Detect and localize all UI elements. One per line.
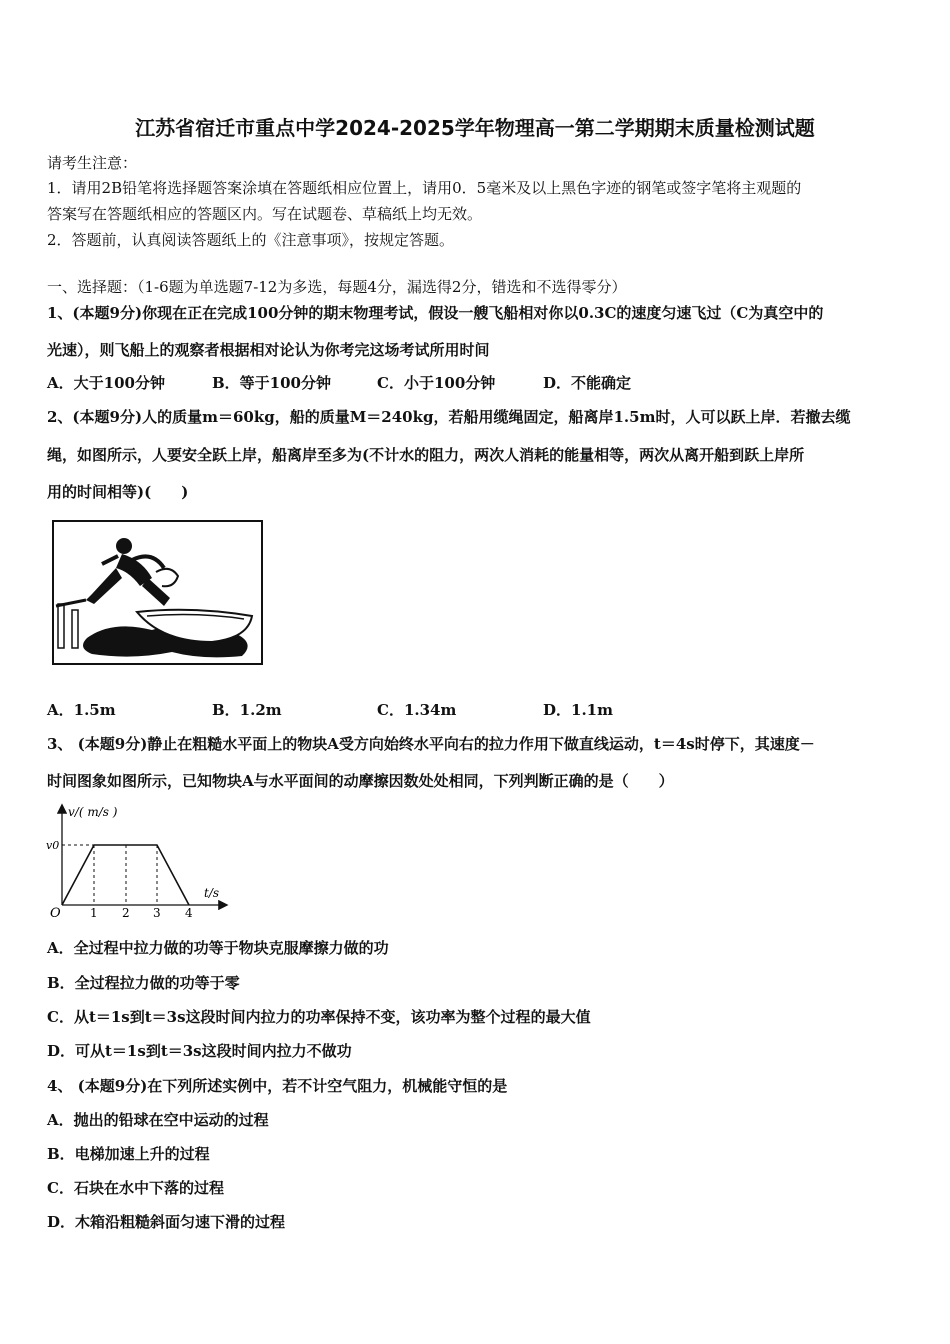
q2-line-3: 用的时间相等)( ) [47,483,189,501]
notice-line-2: 答案写在答题纸相应的答题区内。写在试题卷、草稿纸上均无效。 [47,205,483,223]
q3-option-a: A．全过程中拉力做的功等于物块克服摩擦力做的功 [47,939,389,957]
q3-line-1: 3、 (本题9分)静止在粗糙水平面上的物块A受方向始终水平向右的拉力作用下做直线运动，t＝4s时停下，其速度－ [47,735,815,753]
t-axis-label: t/s [204,886,220,900]
q1-line-2: 光速），则飞船上的观察者根据相对论认为你考完这场考试所用时间 [47,341,490,359]
tick-label: 3 [153,906,161,920]
q4-option-b: B．电梯加速上升的过程 [47,1145,210,1163]
v0-label: v0 [46,839,60,852]
page-title: 江苏省宿迁市重点中学2024-2025学年物理高一第二学期期末质量检测试题 [135,116,815,140]
q2-line-1: 2、(本题9分)人的质量m＝60kg，船的质量M＝240kg，若船用缆绳固定，船离岸1.5m时，人可以跃上岸．若撤去缆 [47,408,851,426]
q4-line-1: 4、 (本题9分)在下列所述实例中，若不计空气阻力，机械能守恒的是 [47,1077,508,1095]
tick-label: 2 [122,906,130,920]
tick-label: 1 [90,906,98,920]
q4-option-c: C．石块在水中下落的过程 [47,1179,224,1197]
man-jumping-boat-figure [52,520,264,666]
notice-line-1: 1．请用2B铅笔将选择题答案涂填在答题纸相应位置上，请用0．5毫米及以上黑色字迹的钢笔或签字笔将主观题的 [47,179,802,197]
q2-option-c: C．1.34m [377,701,457,719]
q1-option-a: A．大于100分钟 [47,374,165,392]
q3-option-d: D．可从t＝1s到t＝3s这段时间内拉力不做功 [47,1042,352,1060]
q2-line-2: 绳，如图所示，人要安全跃上岸，船离岸至多为(不计水的阻力，两次人消耗的能量相等，两次从离开船到跃上岸所 [47,446,805,464]
q3-option-c: C．从t＝1s到t＝3s这段时间内拉力的功率保持不变，该功率为整个过程的最大值 [47,1008,591,1026]
notice-line-3: 2．答题前，认真阅读答题纸上的《注意事项》，按规定答题。 [47,231,455,249]
velocity-time-graph [44,800,234,922]
q2-option-b: B．1.2m [212,701,282,719]
tick-label: 4 [185,906,193,920]
section-heading: 一、选择题：（1-6题为单选题7-12为多选，每题4分，漏选得2分，错选和不选得零分） [47,278,627,296]
q1-option-d: D．不能确定 [543,374,632,392]
q1-option-c: C．小于100分钟 [377,374,496,392]
q4-option-a: A．抛出的铅球在空中运动的过程 [47,1111,269,1129]
q3-line-2: 时间图象如图所示，已知物块A与水平面间的动摩擦因数处处相同，下列判断正确的是（ ） [47,772,674,790]
q1-line-1: 1、(本题9分)你现在正在完成100分钟的期末物理考试，假设一艘飞船相对你以0.3C的速度匀速飞过（C为真空中的 [47,304,824,322]
q4-option-d: D．木箱沿粗糙斜面匀速下滑的过程 [47,1213,286,1231]
origin-label: O [50,906,61,921]
q2-option-a: A．1.5m [47,701,116,719]
notice-heading: 请考生注意： [47,154,138,172]
v-axis-label: v/( m/s ) [68,805,118,819]
q2-option-d: D．1.1m [543,701,613,719]
q1-option-b: B．等于100分钟 [212,374,331,392]
q3-option-b: B．全过程拉力做的功等于零 [47,974,240,992]
